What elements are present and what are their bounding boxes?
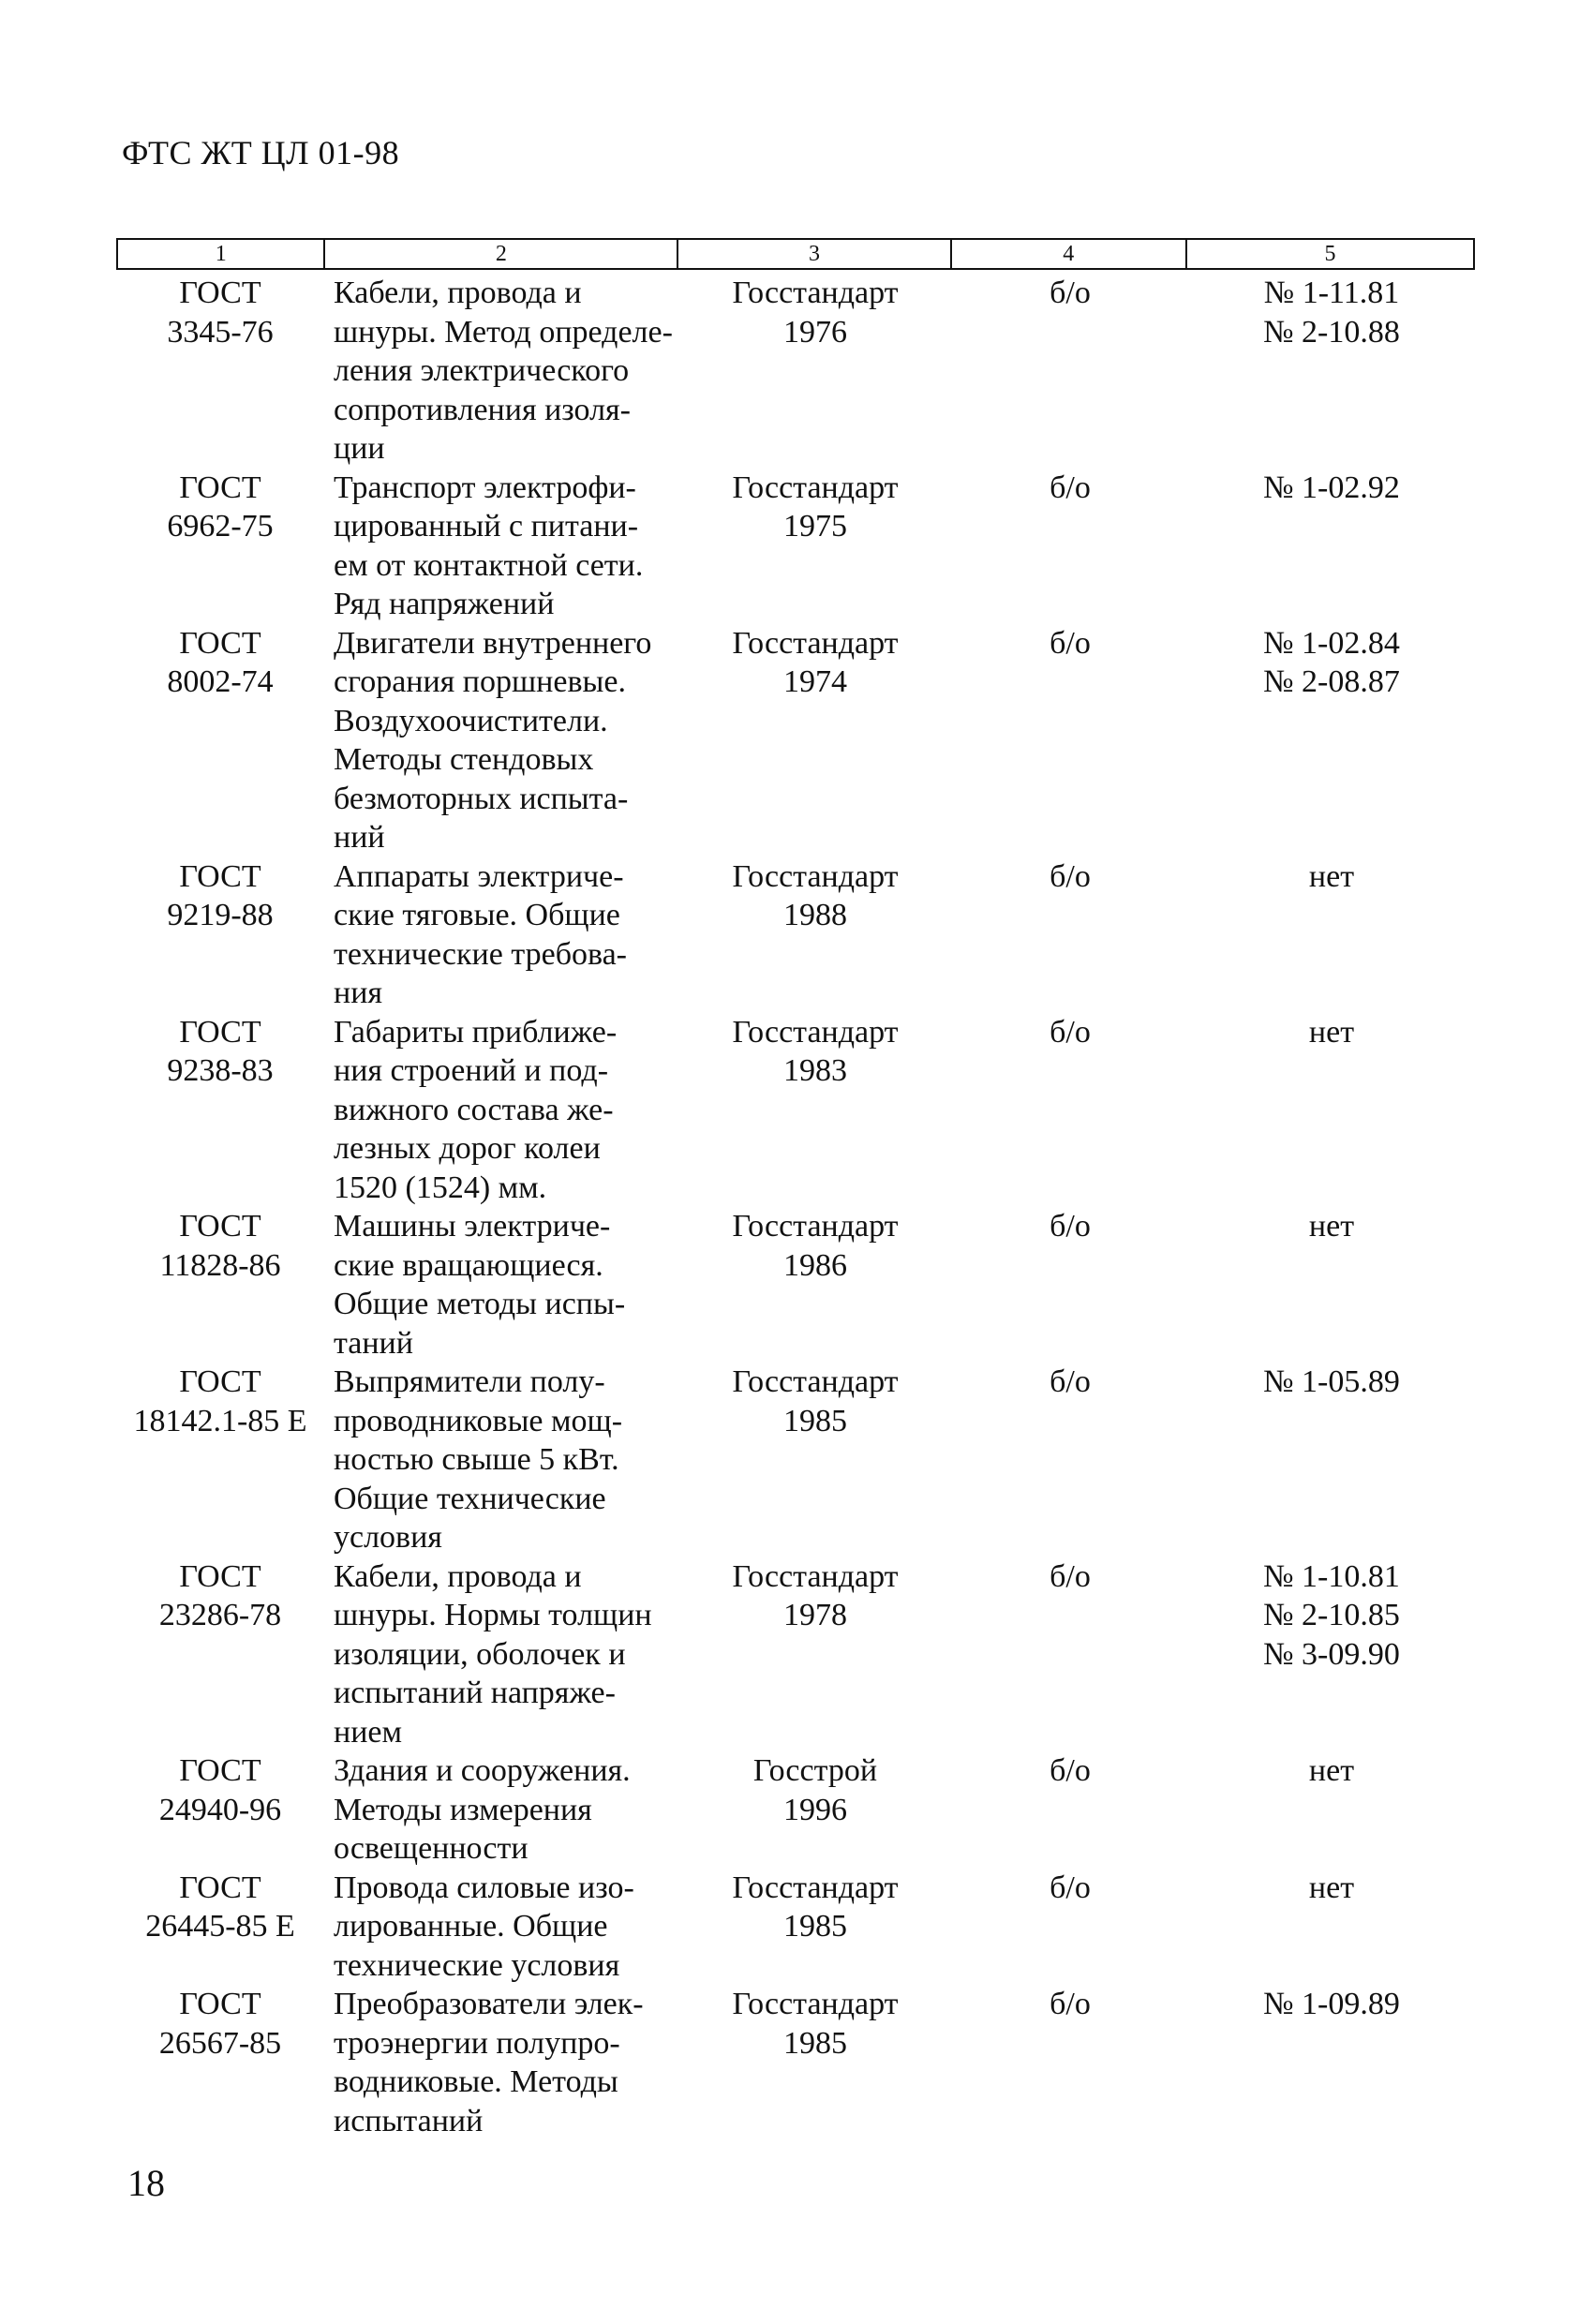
standard-title-line: Габариты приближе- — [334, 1014, 618, 1050]
issuing-body-line: 1996 — [783, 1792, 847, 1827]
issuing-body-line: Госстандарт — [732, 1014, 899, 1050]
table-row — [116, 1363, 1475, 1557]
amendments-cell-line: нет — [1308, 1014, 1355, 1050]
issuing-body — [678, 1363, 952, 1557]
table-row — [116, 274, 1475, 469]
amendments-cell-line: № 3-09.90 — [1263, 1636, 1400, 1672]
standard-code-line: ГОСТ — [179, 1558, 261, 1594]
standard-title-line: ния строений и под- — [334, 1053, 609, 1088]
issuing-body-line: 1985 — [783, 2025, 847, 2061]
standard-code — [116, 469, 324, 624]
column-number-4: 4 — [952, 240, 1187, 268]
status-cell: б/о — [1050, 469, 1091, 505]
standard-title-line: ем от контактной сети. — [334, 547, 644, 583]
issuing-body — [678, 624, 952, 857]
standard-title — [324, 1751, 678, 1869]
standard-title-line: вижного состава же- — [334, 1092, 614, 1127]
table-row — [116, 1207, 1475, 1363]
standard-title-line: безмоторных испыта- — [334, 781, 629, 816]
issuing-body-line: 1988 — [783, 898, 847, 932]
standard-title-line: Кабели, провода и — [334, 1558, 582, 1594]
standard-code — [116, 624, 324, 857]
standard-title-line: сопротивления изоля- — [334, 392, 631, 427]
amendments-cell — [1188, 1751, 1475, 1869]
amendments-cell-line: нет — [1308, 858, 1355, 894]
column-number-1: 1 — [118, 240, 325, 268]
issuing-body-line: 1974 — [783, 664, 847, 699]
standard-code-line: 26445-85 Е — [145, 1909, 295, 1944]
standard-title-line: проводниковые мощ- — [334, 1403, 623, 1438]
issuing-body — [678, 1013, 952, 1208]
standard-title — [324, 469, 678, 624]
standard-code-line: 11828-86 — [159, 1247, 281, 1283]
table-row — [116, 1869, 1475, 1986]
column-number-header — [116, 238, 1475, 270]
standard-title-line: Аппараты электриче- — [334, 858, 624, 894]
standard-code-line: 9238-83 — [167, 1053, 274, 1088]
standard-code-line: ГОСТ — [179, 1870, 261, 1905]
table-row — [116, 624, 1475, 857]
amendments-cell-line: № 1-10.81 — [1263, 1558, 1400, 1594]
issuing-body — [678, 274, 952, 469]
standard-code-line: 24940-96 — [158, 1792, 282, 1827]
standard-title-line: ностью свыше 5 кВт. — [334, 1442, 619, 1477]
issuing-body-line: Госстандарт — [732, 1987, 899, 2021]
standard-title-line: ния — [334, 976, 383, 1010]
issuing-body-line: 1985 — [783, 1909, 847, 1944]
document-header: ФТС ЖТ ЦЛ 01-98 — [122, 134, 400, 171]
amendments-cell — [1188, 1013, 1475, 1208]
status-cell: б/о — [1050, 276, 1091, 310]
standard-code-line: ГОСТ — [179, 1014, 261, 1050]
standard-code-line: ГОСТ — [179, 858, 261, 894]
amendments-cell — [1188, 857, 1475, 1013]
standard-title-line: Ряд напряжений — [334, 587, 555, 621]
amendments-cell-line: № 1-11.81 — [1263, 276, 1400, 310]
standard-code-line: ГОСТ — [179, 469, 261, 505]
issuing-body-line: 1983 — [783, 1053, 847, 1088]
issuing-body — [678, 1869, 952, 1986]
status-cell: б/о — [1050, 858, 1091, 894]
standard-title — [324, 624, 678, 857]
column-number-2: 2 — [325, 240, 678, 268]
standard-title-line: Общие технические — [334, 1481, 606, 1516]
standard-title-line: ний — [334, 820, 385, 855]
amendments-cell-line: № 1-09.89 — [1263, 1987, 1400, 2021]
status-cell: б/о — [1050, 1364, 1091, 1399]
amendments-cell-line: № 1-02.84 — [1263, 625, 1400, 661]
standard-title-line: ские вращающиеся. — [334, 1247, 603, 1283]
standard-code — [116, 1363, 324, 1557]
issuing-body-line: Госстандарт — [732, 1870, 899, 1905]
issuing-body-line: Госстрой — [752, 1753, 878, 1788]
amendments-cell-line: нет — [1308, 1209, 1355, 1244]
status-cell: б/о — [1050, 1870, 1091, 1905]
standard-title-line: ления электрического — [334, 353, 630, 388]
standard-title-line: освещенности — [334, 1831, 529, 1866]
issuing-body-line: 1985 — [783, 1403, 847, 1438]
standard-title — [324, 1013, 678, 1208]
issuing-body-line: 1975 — [783, 509, 847, 544]
standard-title-line: изоляции, оболочек и — [334, 1636, 626, 1672]
status-cell: б/о — [1050, 625, 1091, 661]
standard-title-line: таний — [334, 1325, 413, 1361]
standard-title-line: лированные. Общие — [334, 1909, 608, 1944]
amendments-cell-line: № 2-10.88 — [1263, 314, 1400, 350]
standard-title-line: Преобразователи элек- — [334, 1987, 644, 2021]
table-row — [116, 1557, 1475, 1752]
issuing-body-line: Госстандарт — [732, 1209, 899, 1244]
standard-title-line: условия — [334, 1520, 442, 1555]
standard-title — [324, 1985, 678, 2140]
status-cell: б/о — [1050, 1014, 1091, 1050]
standard-title-line: шнуры. Метод определе- — [334, 314, 673, 350]
table-row — [116, 1013, 1475, 1208]
standard-title — [324, 274, 678, 469]
standard-title-line: Провода силовые изо- — [334, 1870, 634, 1905]
standard-title — [324, 1869, 678, 1986]
standards-table — [116, 274, 1475, 2140]
amendments-cell — [1188, 1869, 1475, 1986]
standard-title-line: цированный с питани- — [334, 509, 639, 544]
standard-code-line: ГОСТ — [179, 625, 261, 661]
standard-title-line: Общие методы испы- — [334, 1287, 626, 1321]
standard-title-line: Двигатели внутреннего — [334, 625, 652, 661]
issuing-body-line: Госстандарт — [732, 469, 899, 505]
issuing-body-line: Госстандарт — [732, 858, 899, 894]
standard-code — [116, 1013, 324, 1208]
column-number-3: 3 — [678, 240, 951, 268]
issuing-body-line: Госстандарт — [732, 276, 899, 310]
standard-code — [116, 1207, 324, 1363]
issuing-body-line: 1986 — [783, 1247, 847, 1283]
standard-title-line: троэнергии полупро- — [334, 2025, 620, 2061]
standard-code-line: 23286-78 — [158, 1598, 282, 1632]
standard-title-line: Методы измерения — [334, 1792, 592, 1827]
standard-title — [324, 857, 678, 1013]
standard-code-line: 8002-74 — [167, 664, 274, 699]
table-row — [116, 469, 1475, 624]
standard-title-line: технические требова- — [334, 936, 628, 972]
standard-title-line: испытаний — [334, 2103, 484, 2138]
status-cell: б/о — [1050, 1209, 1091, 1244]
standard-title — [324, 1557, 678, 1752]
table-row — [116, 857, 1475, 1013]
amendments-cell-line: нет — [1308, 1753, 1355, 1788]
standard-code-line: 18142.1-85 Е — [133, 1403, 307, 1438]
standard-code — [116, 1985, 324, 2140]
standard-code — [116, 1557, 324, 1752]
standard-title — [324, 1207, 678, 1363]
amendments-cell — [1188, 469, 1475, 624]
standard-code — [116, 857, 324, 1013]
issuing-body-line: 1978 — [783, 1598, 847, 1632]
standard-title-line: Здания и сооружения. — [334, 1753, 631, 1788]
standard-code-line: ГОСТ — [179, 1209, 261, 1244]
status-cell: б/о — [1050, 1987, 1091, 2021]
standard-code-line: 3345-76 — [167, 314, 274, 350]
standard-title-line: ции — [334, 431, 385, 466]
standard-title-line: сгорания поршневые. — [334, 664, 626, 699]
standard-code-line: ГОСТ — [179, 1987, 261, 2021]
status-cell: б/о — [1050, 1753, 1091, 1788]
standard-title-line: нием — [334, 1714, 402, 1750]
issuing-body — [678, 1985, 952, 2140]
standard-title-line: Методы стендовых — [334, 742, 594, 777]
standard-title-line: водниковые. Методы — [334, 2064, 618, 2099]
amendments-cell-line: № 1-05.89 — [1263, 1364, 1400, 1399]
issuing-body — [678, 469, 952, 624]
issuing-body-line: Госстандарт — [732, 1558, 899, 1594]
amendments-cell-line: № 1-02.92 — [1263, 469, 1400, 505]
standard-title-line: лезных дорог колеи — [334, 1131, 601, 1166]
amendments-cell-line: № 2-10.85 — [1263, 1598, 1400, 1632]
amendments-cell — [1188, 1985, 1475, 2140]
issuing-body-line: Госстандарт — [732, 1364, 899, 1399]
standard-title-line: Машины электриче- — [334, 1209, 611, 1244]
amendments-cell — [1188, 1557, 1475, 1752]
standard-title-line: испытаний напряже- — [334, 1676, 616, 1710]
standard-title-line: Транспорт электрофи- — [334, 469, 636, 505]
issuing-body — [678, 857, 952, 1013]
standard-code-line: ГОСТ — [179, 276, 261, 310]
amendments-cell — [1188, 274, 1475, 469]
standard-code-line: 6962-75 — [167, 509, 274, 544]
table-row — [116, 1985, 1475, 2140]
standard-code — [116, 274, 324, 469]
amendments-cell — [1188, 1363, 1475, 1557]
column-number-5: 5 — [1324, 242, 1336, 266]
standard-title-line: Кабели, провода и — [334, 276, 582, 310]
standard-code-line: ГОСТ — [179, 1364, 261, 1399]
issuing-body-line: Госстандарт — [732, 625, 899, 661]
standard-code-line: 26567-85 — [158, 2025, 282, 2061]
standard-title-line: 1520 (1524) мм. — [334, 1169, 547, 1205]
amendments-cell-line: нет — [1308, 1870, 1355, 1905]
standard-title-line: Воздухоочистители. — [334, 703, 608, 738]
standard-title-line: ские тяговые. Общие — [334, 898, 620, 932]
amendments-cell-line: № 2-08.87 — [1263, 664, 1400, 699]
amendments-cell — [1188, 624, 1475, 857]
issuing-body — [678, 1751, 952, 1869]
standard-title — [324, 1363, 678, 1557]
standard-code — [116, 1751, 324, 1869]
issuing-body-line: 1976 — [783, 314, 847, 350]
page-number: 18 — [127, 2162, 165, 2204]
issuing-body — [678, 1557, 952, 1752]
standard-code — [116, 1869, 324, 1986]
status-cell: б/о — [1050, 1558, 1091, 1594]
table-row — [116, 1751, 1475, 1869]
issuing-body — [678, 1207, 952, 1363]
amendments-cell — [1188, 1207, 1475, 1363]
standard-title-line: шнуры. Нормы толщин — [334, 1598, 652, 1632]
standard-title-line: технические условия — [334, 1947, 620, 1983]
standard-title-line: Выпрямители полу- — [334, 1364, 605, 1399]
standard-code-line: ГОСТ — [179, 1753, 261, 1788]
standard-code-line: 9219-88 — [167, 898, 274, 932]
